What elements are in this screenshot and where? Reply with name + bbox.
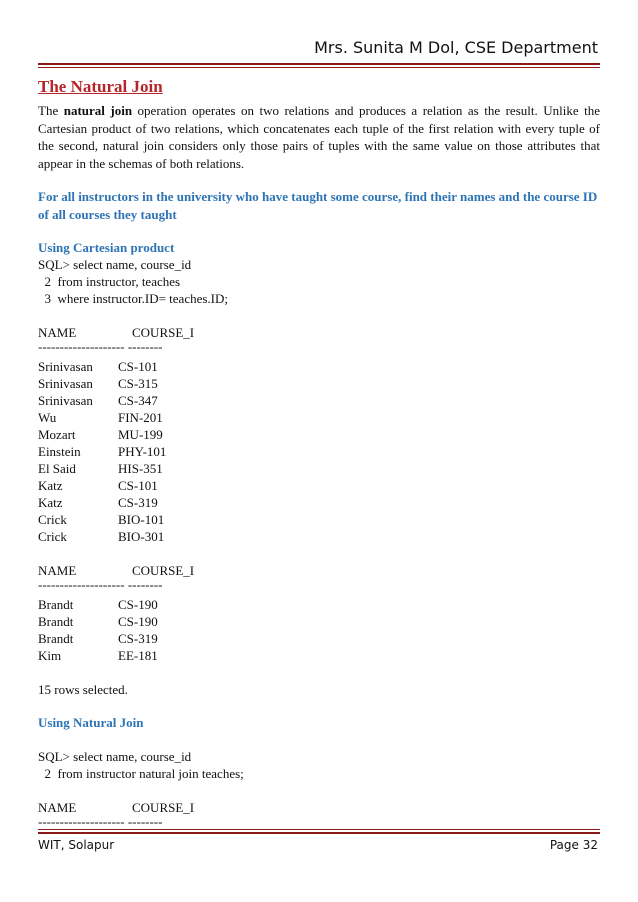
bold-term: natural join xyxy=(63,103,133,118)
table-row xyxy=(38,613,600,630)
table-row xyxy=(38,460,600,477)
instructor-name: Einstein xyxy=(38,444,81,459)
result-table-1 xyxy=(38,324,600,545)
instructor-name: Brandt xyxy=(38,614,74,629)
course-id: MU-199 xyxy=(118,427,163,442)
course-id: BIO-101 xyxy=(118,512,165,527)
sql-line: SQL> select name, course_id xyxy=(38,749,192,764)
result-table-2 xyxy=(38,562,600,664)
column-header-row xyxy=(38,324,600,341)
footer-rule-thin xyxy=(38,829,600,830)
table-row xyxy=(38,409,600,426)
sql-line: 2 from instructor natural join teaches; xyxy=(38,766,244,781)
course-id: HIS-351 xyxy=(118,461,163,476)
instructor-name: Kim xyxy=(38,648,62,663)
natural-result-header xyxy=(38,799,600,833)
instructor-name: El Said xyxy=(38,461,76,476)
cartesian-sql xyxy=(38,256,600,307)
instructor-name: Mozart xyxy=(38,427,76,442)
instructor-name: Brandt xyxy=(38,597,74,612)
cartesian-heading: Using Cartesian product xyxy=(38,240,175,255)
course-id: CS-101 xyxy=(118,359,158,374)
course-id: CS-190 xyxy=(118,614,158,629)
column-divider: -------------------- -------- xyxy=(38,577,163,592)
course-id: BIO-301 xyxy=(118,529,165,544)
sql-line: 2 from instructor, teaches xyxy=(38,274,181,289)
natural-heading: Using Natural Join xyxy=(38,715,144,730)
column-name: NAME xyxy=(38,800,77,815)
intro-paragraph: The natural join operation operates on two relations and produces a relation as the result. Unlike the Cartesian product of two relations, which concatenates each tuple of the first relation with every tuple of the second, natural join considers only those pairs of tuples with the same value on those attributes that appear in the schemas of both relations. xyxy=(38,103,600,171)
table-row xyxy=(38,392,600,409)
instructor-name: Wu xyxy=(38,410,57,425)
header-rule-thin xyxy=(38,67,600,68)
footer-institution: WIT, Solapur xyxy=(38,838,115,852)
table-row xyxy=(38,596,600,613)
column-header-row xyxy=(38,799,600,816)
table-row xyxy=(38,477,600,494)
course-id: CS-319 xyxy=(118,631,158,646)
table-row xyxy=(38,647,600,664)
course-id: CS-347 xyxy=(118,393,158,408)
instructor-name: Katz xyxy=(38,495,63,510)
course-id: PHY-101 xyxy=(118,444,167,459)
section-title: The Natural Join xyxy=(38,77,163,96)
sql-line: 3 where instructor.ID= teaches.ID; xyxy=(38,291,228,306)
column-course: COURSE_I xyxy=(132,563,195,578)
header-rule xyxy=(38,63,600,65)
rows-summary: 15 rows selected. xyxy=(38,682,128,697)
course-id: CS-315 xyxy=(118,376,158,391)
page-number: Page 32 xyxy=(549,838,598,852)
course-id: CS-319 xyxy=(118,495,158,510)
course-id: CS-101 xyxy=(118,478,158,493)
table-row xyxy=(38,426,600,443)
table-row xyxy=(38,494,600,511)
column-divider: -------------------- -------- xyxy=(38,339,163,354)
instructor-name: Srinivasan xyxy=(38,359,93,374)
instructor-name: Brandt xyxy=(38,631,74,646)
sql-line: SQL> select name, course_id xyxy=(38,257,192,272)
query-question: For all instructors in the university who have taught some course, find their names and the course ID of all courses they taught xyxy=(38,189,598,222)
page-header: Mrs. Sunita M Dol, CSE Department xyxy=(314,38,598,57)
instructor-name: Srinivasan xyxy=(38,376,93,391)
column-name: NAME xyxy=(38,563,77,578)
footer-rule xyxy=(38,832,600,834)
instructor-name: Crick xyxy=(38,529,67,544)
table-row xyxy=(38,443,600,460)
table-row xyxy=(38,358,600,375)
course-id: EE-181 xyxy=(118,648,158,663)
column-course: COURSE_I xyxy=(132,325,195,340)
course-id: FIN-201 xyxy=(118,410,163,425)
table-row xyxy=(38,630,600,647)
column-name: NAME xyxy=(38,325,77,340)
table-row xyxy=(38,375,600,392)
table-row xyxy=(38,528,600,545)
instructor-name: Katz xyxy=(38,478,63,493)
instructor-name: Crick xyxy=(38,512,67,527)
column-divider: -------------------- -------- xyxy=(38,814,163,829)
natural-sql xyxy=(38,748,600,782)
table-row xyxy=(38,511,600,528)
column-course: COURSE_I xyxy=(132,800,195,815)
page-content xyxy=(38,76,600,833)
instructor-name: Srinivasan xyxy=(38,393,93,408)
column-header-row xyxy=(38,562,600,579)
course-id: CS-190 xyxy=(118,597,158,612)
